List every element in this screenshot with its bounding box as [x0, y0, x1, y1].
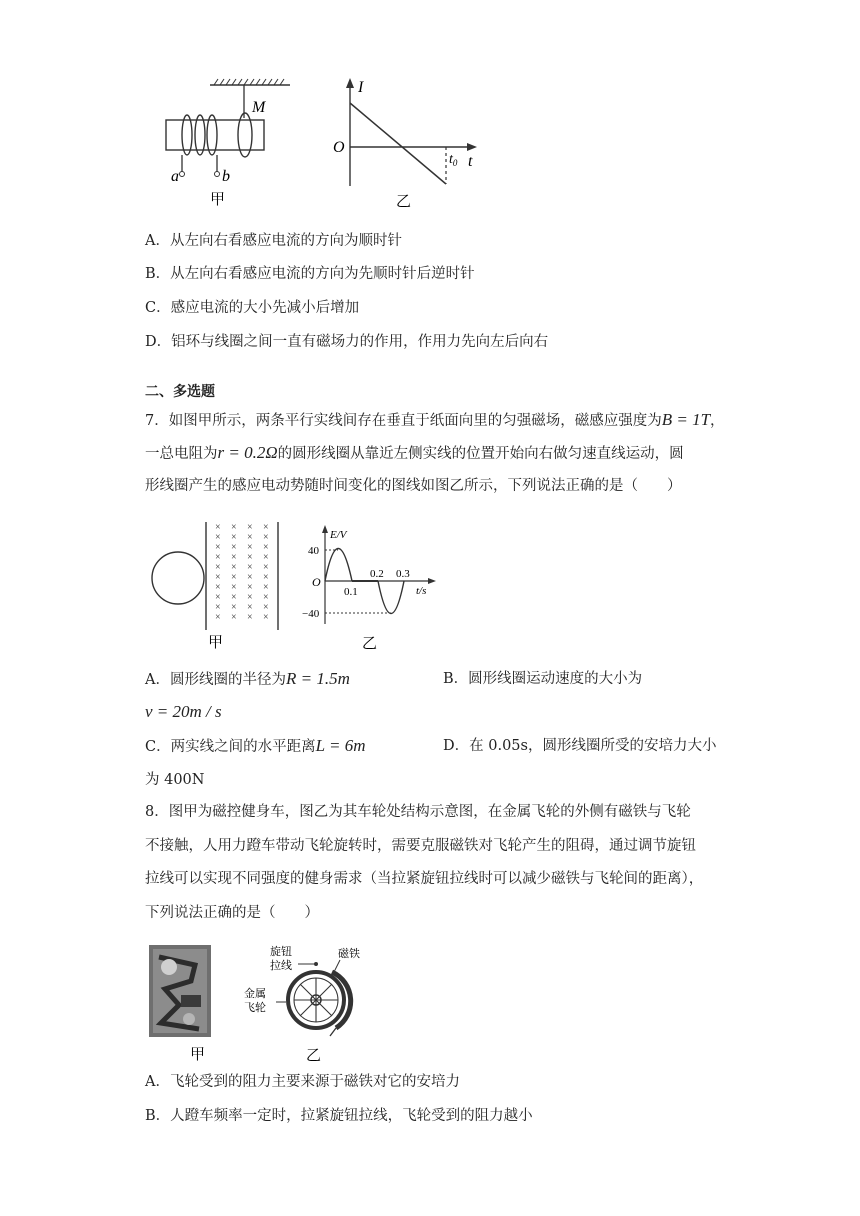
q7-stem-text-end: 的圆形线圈从靠近左侧实线的位置开始向右做匀速直线运动，圆 [277, 446, 684, 462]
q7-tick-0.3: 0.3 [396, 568, 410, 580]
field-cross-mark: × [231, 552, 237, 563]
q6-origin-O: O [333, 139, 345, 156]
field-cross-mark: × [263, 582, 269, 593]
q7-figure-jia [150, 520, 290, 655]
q7-figure-yi [300, 524, 440, 654]
field-cross-mark: × [247, 552, 253, 563]
q8-label-wheel-2: 飞轮 [244, 1001, 266, 1014]
q7-stem-line2 [145, 443, 684, 464]
field-cross-mark: × [215, 542, 221, 553]
q7-option-b: B．圆形线圈运动速度的大小为 [443, 671, 643, 687]
q7-option-a [145, 669, 350, 690]
q7-tick-m40: −40 [302, 608, 320, 620]
q7-stem-text-end: ， [710, 413, 725, 429]
q7-option-c [145, 736, 366, 757]
q8-stem-line1: 8．图甲为磁控健身车，图乙为其车轮处结构示意图，在金属飞轮的外侧有磁铁与飞轮 [145, 804, 691, 820]
field-cross-mark: × [263, 542, 269, 553]
field-cross-mark: × [215, 562, 221, 573]
q8-label-knob-1: 旋钮 [270, 945, 292, 958]
field-cross-mark: × [231, 612, 237, 623]
field-cross-mark: × [215, 572, 221, 583]
field-cross-mark: × [231, 572, 237, 583]
field-cross-mark: × [263, 612, 269, 623]
q8-stem-line2: 不接触，人用力蹬车带动飞轮旋转时，需要克服磁铁对飞轮产生的阻碍，通过调节旋钮 [145, 838, 696, 854]
q7-option-a-text: A．圆形线圈的半径为 [145, 672, 286, 688]
field-cross-mark: × [247, 522, 253, 533]
q8-fig-jia-caption: 甲 [190, 1045, 206, 1063]
q7-option-a-math: R = 1.5m [285, 669, 350, 688]
field-cross-mark: × [247, 562, 253, 573]
q6-fig-yi-caption: 乙 [396, 192, 412, 210]
q7-stem-text: 一总电阻为 [145, 446, 218, 462]
q7-tick-0.1: 0.1 [344, 586, 358, 598]
q8-figure-yi [236, 940, 376, 1065]
field-cross-mark: × [247, 592, 253, 603]
q7-field-B: B = 1T [661, 410, 711, 429]
q6-option-c: C．感应电流的大小先减小后增加 [145, 300, 360, 316]
field-cross-mark: × [247, 612, 253, 623]
field-cross-mark: × [247, 542, 253, 553]
q6-label-a: a [171, 168, 179, 185]
field-cross-mark: × [215, 582, 221, 593]
q8-stem-line3: 拉线可以实现不同强度的健身需求（当拉紧旋钮拉线时可以减少磁铁与飞轮间的距离）， [145, 871, 704, 887]
q7-stem-line3: 形线圈产生的感应电动势随时间变化的图线如图乙所示，下列说法正确的是（ ） [145, 478, 682, 494]
q7-stem-text: 7．如图甲所示，两条平行实线间存在垂直于纸面向里的匀强磁场，磁感应强度为 [145, 413, 662, 429]
q7-resistance: r = 0.2Ω [217, 443, 278, 462]
field-cross-mark: × [231, 542, 237, 553]
q6-option-a: A．从左向右看感应电流的方向为顺时针 [145, 233, 402, 249]
q6-figure-jia [160, 76, 300, 211]
field-cross-mark: × [263, 592, 269, 603]
field-cross-mark: × [247, 582, 253, 593]
field-cross-mark: × [247, 572, 253, 583]
q7-stem-line1 [145, 410, 725, 431]
field-cross-mark: × [231, 592, 237, 603]
q8-fig-yi-caption: 乙 [306, 1046, 322, 1064]
field-cross-mark: × [215, 592, 221, 603]
field-cross-mark: × [263, 532, 269, 543]
field-cross-mark: × [215, 522, 221, 533]
q6-axis-t: t [468, 153, 473, 170]
q7-tick-0.2: 0.2 [370, 568, 384, 580]
q6-option-d: D．铝环与线圈之间一直有磁场力的作用，作用力先向左后向右 [145, 334, 549, 350]
field-cross-mark: × [215, 612, 221, 623]
field-cross-mark: × [215, 532, 221, 543]
q8-label-knob-2: 拉线 [270, 959, 292, 972]
field-cross-mark: × [231, 532, 237, 543]
q7-tick-40: 40 [308, 545, 319, 557]
q7-option-d: D．在 0.05s，圆形线圈所受的安培力大小 [443, 738, 717, 754]
q6-fig-jia-caption: 甲 [210, 190, 226, 208]
field-cross-mark: × [263, 572, 269, 583]
q7-fig-yi-caption: 乙 [362, 634, 378, 652]
q8-label-wheel-1: 金属 [244, 987, 266, 1000]
q7-option-c-math: L = 6m [315, 736, 366, 755]
q8-option-b: B．人蹬车频率一定时，拉紧旋钮拉线，飞轮受到的阻力越小 [145, 1108, 533, 1124]
field-cross-mark: × [215, 602, 221, 613]
q8-option-a: A．飞轮受到的阻力主要来源于磁铁对它的安培力 [145, 1074, 460, 1090]
q6-figure-yi [330, 76, 480, 211]
q6-axis-I: I [358, 79, 364, 96]
field-cross-mark: × [231, 582, 237, 593]
field-cross-mark: × [263, 552, 269, 563]
field-cross-mark: × [247, 602, 253, 613]
field-cross-mark: × [263, 562, 269, 573]
q7-option-b-math: v = 20m / s [145, 702, 222, 721]
field-cross-mark: × [263, 522, 269, 533]
field-cross-mark: × [231, 522, 237, 533]
q6-option-b: B．从左向右看感应电流的方向为先顺时针后逆时针 [145, 266, 475, 282]
field-cross-mark: × [263, 602, 269, 613]
q8-stem-line4: 下列说法正确的是（ ） [145, 905, 319, 921]
q7-fig-jia-caption: 甲 [208, 633, 224, 651]
q7-axis-E: E/V [330, 529, 347, 541]
q6-label-M: M [252, 99, 266, 116]
q7-axis-t: t/s [416, 585, 427, 597]
q7-origin-O: O [312, 575, 321, 589]
field-cross-mark: × [231, 562, 237, 573]
q8-label-magnet: 磁铁 [338, 947, 360, 960]
q6-t0: $t_0$ [449, 152, 458, 168]
q7-option-d-cont: 为 400N [145, 772, 205, 788]
q7-option-c-text: C．两实线之间的水平距离 [145, 739, 316, 755]
field-cross-mark: × [215, 552, 221, 563]
field-cross-mark: × [231, 602, 237, 613]
field-cross-mark: × [247, 532, 253, 543]
section-heading: 二、多选题 [145, 384, 215, 400]
q6-label-b: b [222, 168, 230, 185]
q8-figure-jia-photo [145, 945, 235, 1065]
